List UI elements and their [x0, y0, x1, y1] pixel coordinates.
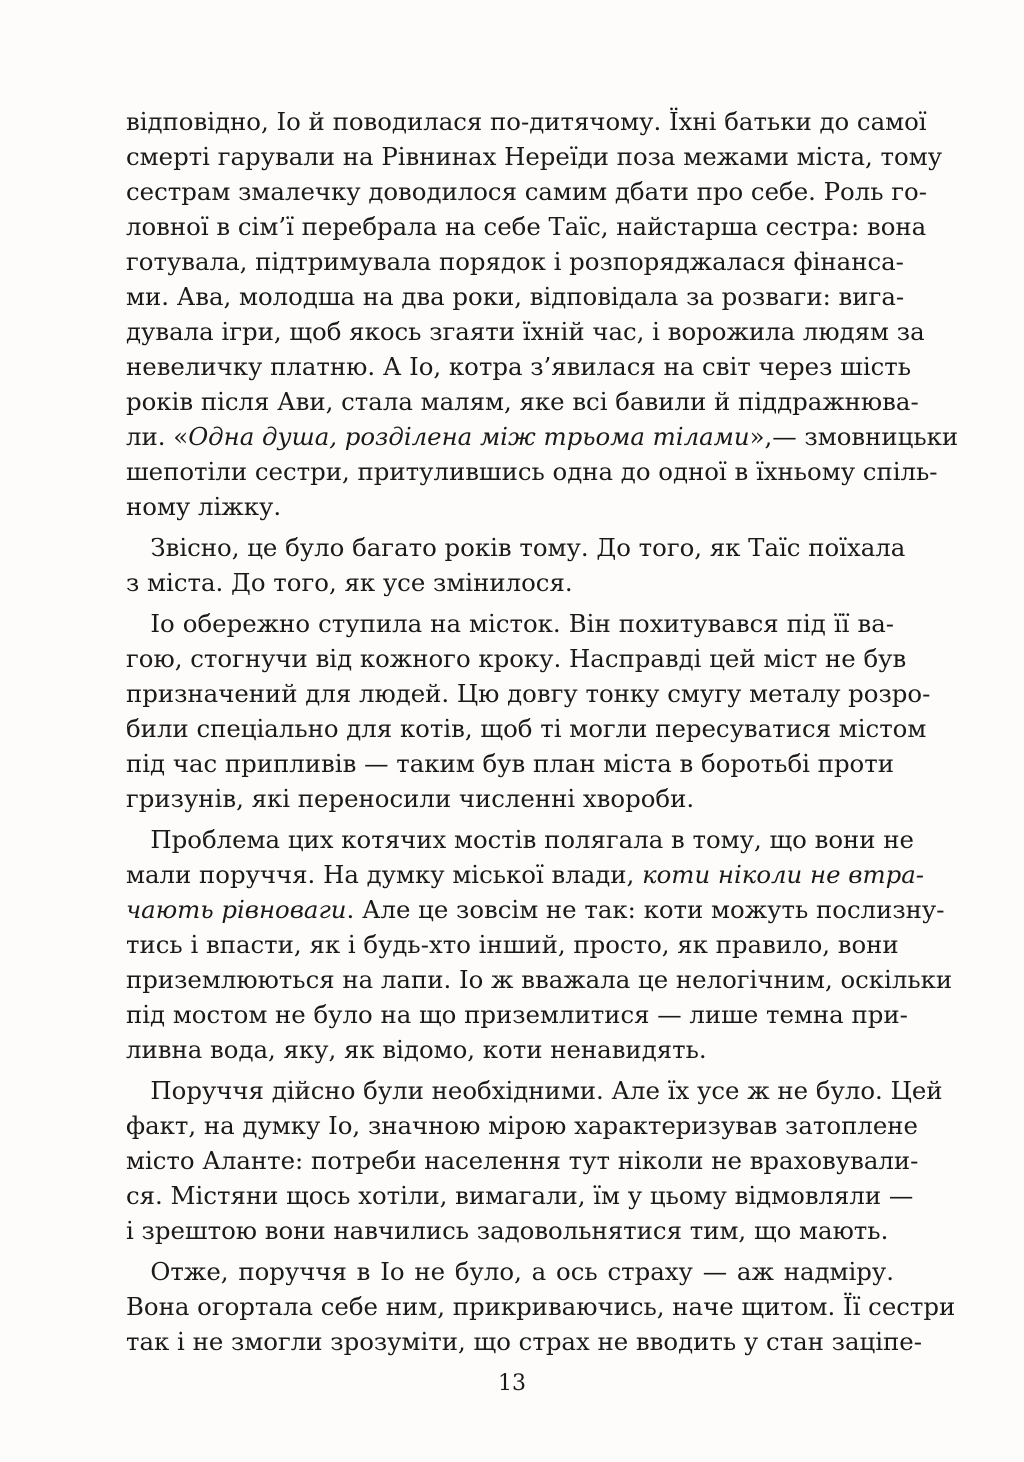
text-span: смерті гарували на Рівнинах Нереїди поза межами міста, тому — [126, 142, 943, 171]
italic-text: коти ніколи не втра- — [642, 860, 924, 889]
text-line — [126, 822, 914, 857]
text-line — [126, 676, 931, 711]
text-span: факт, на думку Іо, значною мірою характеризував затоплене — [126, 1111, 918, 1140]
body-text — [126, 104, 959, 1359]
text-line — [126, 781, 894, 816]
text-line — [126, 530, 906, 565]
text-line — [126, 454, 938, 489]
text-line — [126, 1324, 922, 1359]
text-span: Іо обережно ступила на місток. Він похитувався під її ва- — [126, 609, 894, 638]
text-line — [126, 1178, 914, 1213]
text-span: під мостом не було на що приземлитися — лише темна при- — [126, 1000, 908, 1029]
text-span: ливна вода, яку, як відомо, коти ненавидять. — [126, 1035, 707, 1064]
text-line — [126, 1289, 956, 1324]
text-span: Звісно, це було багато років тому. До того, як Таїс поїхала — [126, 533, 906, 562]
text-line — [126, 962, 953, 997]
italic-text: чають рівноваги — [126, 895, 347, 924]
text-span: і зрештою вони навчились задовольнятися тим, що мають. — [126, 1216, 889, 1245]
text-line — [126, 1254, 894, 1289]
text-line — [126, 746, 894, 781]
text-span: Поруччя дійсно були необхідними. Але їх усе ж не було. Цей — [126, 1076, 943, 1105]
text-line — [126, 1108, 918, 1143]
text-line — [126, 927, 899, 962]
text-line — [126, 1213, 894, 1248]
text-line — [126, 489, 894, 524]
text-line — [126, 892, 945, 927]
text-line — [126, 419, 959, 454]
text-span: місто Аланте: потреби населення тут ніколи не враховували- — [126, 1146, 919, 1175]
text-span: мали поруччя. На думку міської влади, — [126, 860, 643, 889]
text-span: Вона огортала себе ним, прикриваючись, наче щитом. Її сестри — [126, 1292, 956, 1321]
text-line — [126, 606, 894, 641]
text-line — [126, 857, 924, 892]
text-line — [126, 641, 907, 676]
text-span: Отже, поруччя в Іо не було, а ось страху — аж надміру. — [126, 1257, 894, 1286]
text-line — [126, 104, 927, 139]
text-line — [126, 139, 943, 174]
text-line — [126, 1143, 919, 1178]
text-span: приземлюються на лапи. Іо ж вважала це нелогічним, оскільки — [126, 965, 953, 994]
text-line — [126, 1073, 943, 1108]
text-span: . Але це зовсім не так: коти можуть послизну- — [346, 895, 945, 924]
text-span: під час припливів — таким був план міста в боротьбі проти — [126, 749, 894, 778]
text-line — [126, 384, 919, 419]
text-span: били спеціально для котів, щоб ті могли пересуватися містом — [126, 714, 927, 743]
text-span: невеличку платню. А Іо, котра з’явилася на світ через шість — [126, 352, 912, 381]
text-span: відповідно, Іо й поводилася по-дитячому. Їхні батьки до самої — [126, 107, 927, 136]
text-line — [126, 711, 927, 746]
text-span: гризунів, які переносили численні хвороби. — [126, 784, 695, 813]
text-span: призначений для людей. Цю довгу тонку смугу металу розро- — [126, 679, 931, 708]
text-line — [126, 349, 912, 384]
text-span: так і не змогли зрозуміти, що страх не вводить у стан заціпе- — [126, 1327, 922, 1356]
text-span: ми. Ава, молодша на два роки, відповідала за розваги: вига- — [126, 282, 905, 311]
text-span: ному ліжку. — [126, 492, 282, 521]
text-line — [126, 565, 894, 600]
text-line — [126, 314, 925, 349]
text-span: дувала ігри, щоб якось згаяти їхній час, і ворожила людям за — [126, 317, 925, 346]
text-span: з міста. До того, як усе змінилося. — [126, 568, 573, 597]
text-span: тись і впасти, як і будь-хто інший, просто, як правило, вони — [126, 930, 899, 959]
page-number: 13 — [498, 1371, 526, 1396]
text-line — [126, 1032, 894, 1067]
text-span: шепотіли сестри, притулившись одна до одної в їхньому спіль- — [126, 457, 938, 486]
text-span: ловної в сім’ї перебрала на себе Таїс, найстарша сестра: вона — [126, 212, 927, 241]
text-span: гою, стогнучи від кожного кроку. Насправді цей міст не був — [126, 644, 907, 673]
text-span: ся. Містяни щось хотіли, вимагали, їм у цьому відмовляли — — [126, 1181, 914, 1210]
text-span: Проблема цих котячих мостів полягала в тому, що вони не — [126, 825, 914, 854]
italic-text: Одна душа, розділена між трьома тілами — [188, 422, 750, 451]
text-line — [126, 997, 908, 1032]
text-span: сестрам змалечку доводилося самим дбати про себе. Роль го- — [126, 177, 927, 206]
text-line — [126, 209, 927, 244]
text-line — [126, 279, 905, 314]
text-span: ли. « — [126, 422, 189, 451]
text-line — [126, 174, 927, 209]
text-span: років після Ави, стала малям, яке всі бавили й піддражнюва- — [126, 387, 919, 416]
text-line — [126, 244, 904, 279]
text-span: готувала, підтримувала порядок і розпоряджалася фінанса- — [126, 247, 904, 276]
text-span: »,— змовницьки — [749, 422, 959, 451]
